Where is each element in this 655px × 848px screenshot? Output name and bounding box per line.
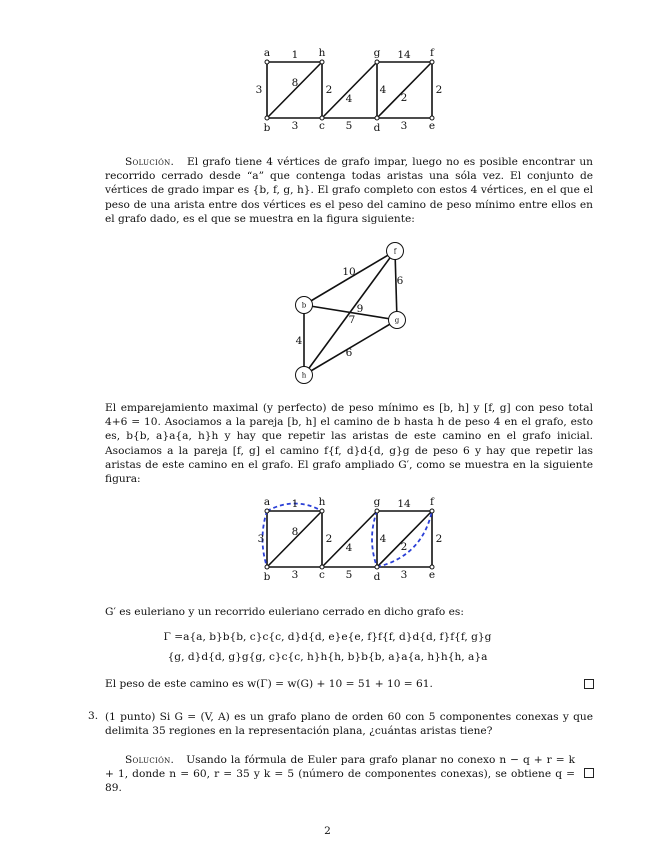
edge-weight: 4 [345,93,353,105]
edge-weight: 3 [400,569,408,581]
vertex-label-f: f [430,47,434,59]
edge-weight: 14 [397,49,411,61]
edge-weight: 2 [435,533,443,545]
vertex-label-h: h [318,47,326,59]
qed-square [584,768,594,778]
solution-label: Solución. [125,754,175,766]
edge-weight: 4 [379,533,387,545]
vertex-label-d: d [373,571,381,583]
edge-weight: 5 [345,569,353,581]
vertex-label-f: f [430,496,434,508]
edge-weight: 6 [396,275,404,287]
solution-1-paragraph [105,155,593,226]
graph2-figure [285,238,415,390]
edge-weight: 4 [295,335,303,347]
vertex-label-b: b [301,301,307,310]
vertex-label-d: d [373,122,381,134]
matching-paragraph: El emparejamiento maximal (y perfecto) de peso mínimo es [b, h] y [f, g] con peso total 4+6 = 10. Asociamos a la pareja [b, h] el camino de b hasta h de peso 4 en el grafo, esto es, b{b, a}a{a, h}h y hay que repetir las aristas de este camino en el grafo inicial. Asociamos a la pareja [f, g] el camino f{f, d}d{d, g}g de peso 6 y hay que repetir las aristas de este camino en el grafo. El grafo ampliado G′, como se muestra en la siguiente figura: [105,402,593,486]
edge-weight: 10 [342,266,356,278]
duplicated-edges [263,504,433,568]
edge-weight: 8 [291,526,299,538]
question-3-text: (1 punto) Si G = (V, A) es un grafo plano de orden 60 con 5 componentes conexas y que delimita 35 regiones en la representación plana, ¿cuántas aristas tiene? [105,711,593,738]
qed-square [584,679,594,689]
solution-3-text: Usando la fórmula de Euler para grafo planar no conexo n − q + r = k + 1, donde n = 60, r = 35 y k = 5 (número de componentes conexas), se obtiene q = 89. [105,754,575,795]
edge-weight: 1 [291,49,299,61]
edge-weight: 2 [325,84,333,96]
edge-weight: 2 [400,541,408,553]
solution-1-text: El grafo tiene 4 vértices de grafo impar, luego no es posible encontrar un recorrido cerrado desde “a” que contenga todas aristas una sóla vez. El conjunto de vértices de grado impar es {b, f, g, h}. El grafo completo con estos 4 vértices, en el que el peso de una arista entre dos vértices es el peso del camino de peso mínimo entre ellos en el grafo dado, es el que se muestra en la figura siguiente: [105,156,593,225]
edge-weight: 6 [345,347,353,359]
weight-text: El peso de este camino es w(Γ) = w(G) + 10 = 51 + 10 = 61. [105,678,433,690]
vertex-label-h: h [318,496,326,508]
vertex-label-f: f [393,247,397,256]
edge-weight: 1 [291,498,299,510]
euler-tour-line-2: {g, d}d{d, g}g{g, c}c{c, h}h{h, b}b{b, a}a{a, h}h{h, a}a [167,651,488,663]
edge-weight: 2 [325,533,333,545]
edge-weight: 8 [291,77,299,89]
edge-weight: 9 [356,303,364,315]
vertex-label-e: e [428,569,436,581]
solution-3-paragraph [105,753,575,796]
edge-weight: 3 [255,84,263,96]
vertex-label-e: e [428,120,436,132]
graph1-figure [250,44,450,136]
vertex-label-g: g [394,316,400,325]
page-number: 2 [324,825,331,837]
vertex-label-g: g [373,47,381,59]
vertex-label-a: a [263,496,271,508]
edge-weight: 3 [400,120,408,132]
edge-weight: 5 [345,120,353,132]
edge-weight: 3 [291,120,299,132]
edge-weight: 7 [348,314,356,326]
graph3-figure [250,493,450,585]
vertex-label-b: b [263,571,271,583]
edge-weight: 3 [257,533,265,545]
edge-weight: 2 [400,92,408,104]
question-number: 3. [88,710,99,722]
vertex-label-b: b [263,122,271,134]
vertex-label-g: g [373,496,381,508]
edge-weight: 2 [435,84,443,96]
vertex-label-c: c [319,120,325,132]
vertex-label-a: a [263,47,271,59]
edge-weight: 4 [379,84,387,96]
vertex-label-h: h [301,371,307,380]
euler-tour-line-1: Γ =a{a, b}b{b, c}c{c, d}d{d, e}e{e, f}f{f, d}d{d, f}f{f, g}g [163,631,492,643]
edge-weight: 3 [291,569,299,581]
edge-weight: 4 [345,542,353,554]
solution-label: Solución. [125,156,175,168]
vertex-label-c: c [319,569,325,581]
edge-weight: 14 [397,498,411,510]
euler-intro: G′ es euleriano y un recorrido euleriano cerrado en dicho grafo es: [105,606,464,618]
